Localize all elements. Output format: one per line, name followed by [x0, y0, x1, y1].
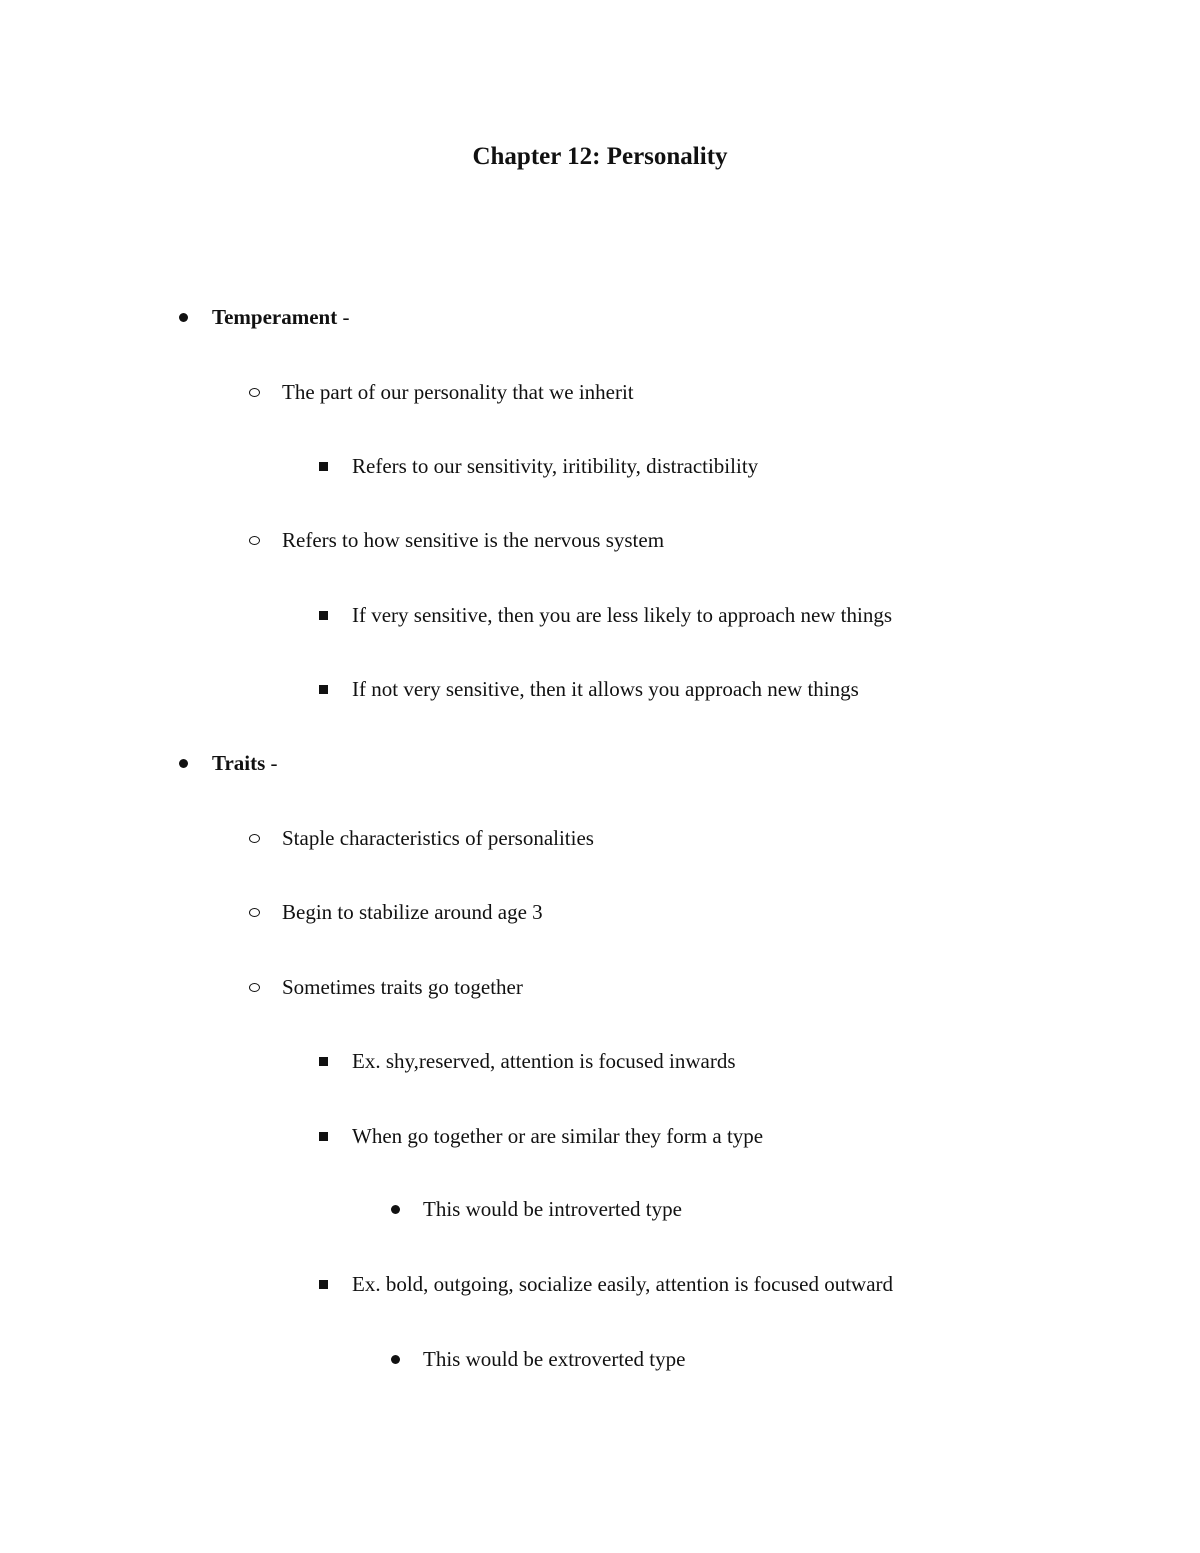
- disc-bullet-icon: [179, 313, 188, 322]
- list-item-text: If not very sensitive, then it allows you approach new things: [352, 676, 859, 701]
- list-item-text: This would be introverted type: [423, 1196, 682, 1221]
- square-bullet-icon: [319, 1132, 328, 1141]
- list-item-text: This would be extroverted type: [423, 1346, 686, 1371]
- disc-bullet-icon: [391, 1355, 400, 1364]
- square-bullet-icon: [319, 685, 328, 694]
- section-heading-suffix: -: [337, 304, 350, 329]
- circle-bullet-icon: [249, 908, 260, 917]
- list-item-text: Sometimes traits go together: [282, 974, 523, 999]
- square-bullet-icon: [319, 1280, 328, 1289]
- list-item-text: Staple characteristics of personalities: [282, 825, 594, 850]
- section-heading: Traits: [212, 750, 266, 775]
- section-heading-suffix: -: [265, 750, 278, 775]
- circle-bullet-icon: [249, 536, 260, 545]
- disc-bullet-icon: [179, 759, 188, 768]
- circle-bullet-icon: [249, 834, 260, 843]
- square-bullet-icon: [319, 611, 328, 620]
- list-item-text: Ex. bold, outgoing, socialize easily, attention is focused outward: [352, 1271, 894, 1296]
- circle-bullet-icon: [249, 388, 260, 397]
- list-item-text: Ex. shy,reserved, attention is focused inwards: [352, 1048, 736, 1073]
- section-heading: Temperament: [212, 304, 338, 329]
- square-bullet-icon: [319, 462, 328, 471]
- list-item-text: The part of our personality that we inherit: [282, 379, 634, 404]
- list-item-text: When go together or are similar they form a type: [352, 1123, 764, 1148]
- list-item-text: Begin to stabilize around age 3: [282, 899, 543, 924]
- page-title: Chapter 12: Personality: [472, 143, 728, 170]
- list-item-text: Refers to how sensitive is the nervous system: [282, 527, 665, 552]
- list-item-text: Refers to our sensitivity, iritibility, distractibility: [352, 453, 759, 478]
- square-bullet-icon: [319, 1057, 328, 1066]
- list-item-text: If very sensitive, then you are less likely to approach new things: [352, 602, 893, 627]
- disc-bullet-icon: [391, 1205, 400, 1214]
- circle-bullet-icon: [249, 983, 260, 992]
